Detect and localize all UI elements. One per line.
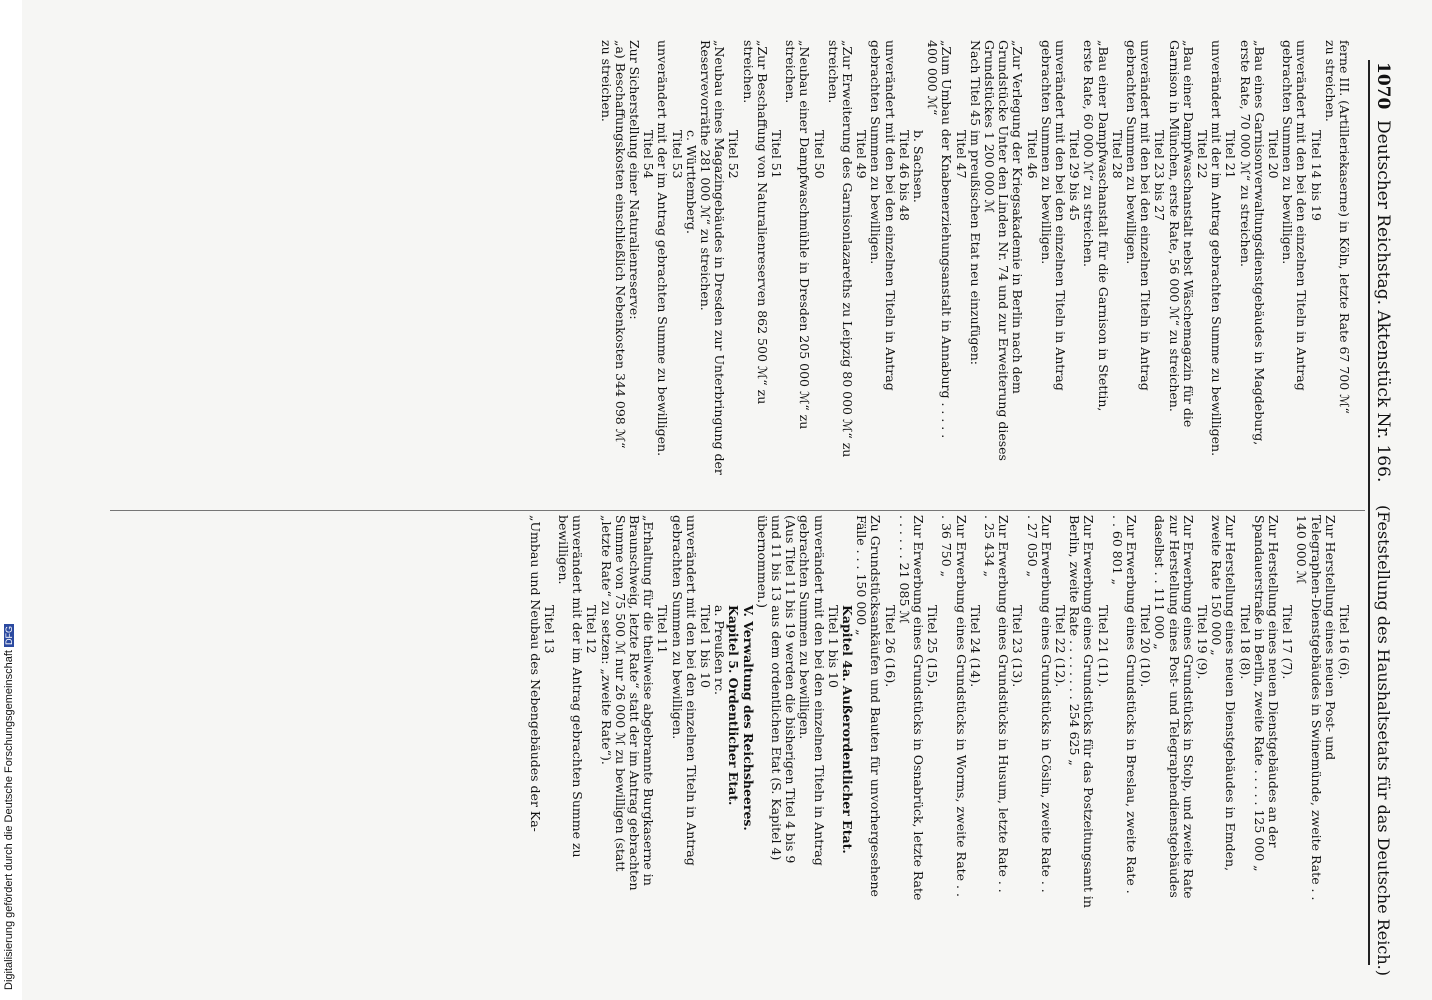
text-line: . 27 050 „ [1024, 515, 1040, 578]
text-line: „Zum Umbau der Knabenerziehungsanstalt in Annaburg . . . . . [939, 40, 955, 439]
text-line: Titel 23 (13). [1010, 605, 1026, 688]
text-line: „Neubau eines Magazingebäudes in Dresden zur Unterbringung der [712, 40, 728, 475]
text-line: Zur Erwerbung eines Grundstücks in Osnabrück, letzte Rate [911, 515, 926, 901]
text-line: unverändert mit der im Antrag gebrachten Summe zu [570, 515, 586, 858]
text-line: Zur Erwerbung eines Grundstücks in Husum, letzte Rate . . [996, 515, 1012, 893]
text-line: Fälle . . . 150 000 „ [854, 515, 870, 636]
text-line: „Umbau und Neubau des Nebengebäudes der Ka- [527, 515, 543, 832]
text-line: . 25 434 „ [982, 515, 997, 578]
text-line: unverändert mit der im Antrag gebrachten Summe zu bewilligen. [655, 40, 671, 457]
text-line: Zur Erwerbung eines Grundstücks für das Postzeitungsamt in [1081, 515, 1097, 908]
text-line: Nach Titel 45 im preußischen Etat neu einzufügen: [967, 40, 983, 365]
text-line: „a) Beschaffungskosten einschließlich Nebenkosten 344 098 ℳ“ [612, 40, 628, 449]
text-line: Titel 11 [655, 605, 671, 654]
text-line: Kapitel 4a. Außerordentlicher Etat. [840, 605, 855, 854]
text-line: b. Sachsen. [911, 130, 926, 203]
text-line: unverändert mit der im Antrag gebrachten Summe zu bewilligen. [1209, 40, 1225, 457]
text-line: „Zur Erweiterung des Garnisonlazareths zu Leipzig 80 000 ℳ“ zu [840, 40, 855, 458]
text-line: Zu Grundstücksankäufen und Bauten für unvorhergesehene [868, 515, 884, 897]
text-line: c. Württemberg. [683, 130, 699, 234]
text-line: V. Verwaltung des Reichsheeres. [740, 605, 756, 831]
text-line: unverändert mit den bei den einzelnen Titeln in Antrag [683, 515, 699, 866]
text-line: gebrachten Summen zu bewilligen. [1038, 40, 1054, 265]
text-line: Kapitel 5. Ordentlicher Etat. [726, 605, 742, 806]
page-number: 1070 [1373, 62, 1393, 110]
text-line: „Zur Beschaffung von Naturalienreserven 862 500 ℳ“ zu [754, 40, 770, 405]
text-line: Summe von 75 500 ℳ nur 26 000 ℳ zu bewilligen (statt [612, 515, 628, 872]
text-line: Titel 53 [669, 130, 685, 179]
running-title: Deutscher Reichstag. Aktenstück Nr. 166. [1373, 120, 1393, 483]
text-line: Grundstücke Unter den Linden Nr. 74 und zur Erweiterung dieses [996, 40, 1012, 461]
text-line: ferne III. (Artilleriekaserne) in Köln, letzte Rate 67 700 ℳ“ [1337, 40, 1352, 414]
text-line: Titel 28 [1109, 130, 1125, 179]
text-line: Titel 22 [1195, 130, 1210, 179]
text-line: unverändert mit den bei den einzelnen Titeln in Antrag [1294, 40, 1310, 391]
text-line: streichen. [740, 40, 756, 104]
text-line: Berlin, zweite Rate . . . . . . . . 254 625 „ [1067, 515, 1083, 766]
text-line: Garnison in München, erste Rate, 56 000 ℳ“ zu streichen. [1166, 40, 1182, 412]
text-line: Titel 19 (9). [1195, 605, 1210, 680]
text-line: unverändert mit den bei den einzelnen Titeln in Antrag [811, 515, 827, 866]
text-line: Titel 14 bis 19 [1308, 130, 1324, 221]
text-line: Titel 23 bis 27 [1152, 130, 1168, 221]
text-line: Reservevorräthe 281 000 ℳ“ zu streichen. [698, 40, 713, 311]
text-line: . . . . . . 21 085 ℳ [896, 515, 912, 624]
text-line: „Erhaltung für die theilweise abgebrannte Burgkaserne in [641, 515, 657, 886]
text-line: Titel 52 [726, 130, 742, 179]
text-line: Titel 50 [811, 130, 827, 179]
text-line: Spandauerstraße in Berlin, zweite Rate . . . . . 125 000 „ [1251, 515, 1267, 872]
text-line: Zur Herstellung eines neuen Post- und [1322, 515, 1338, 761]
dfg-logo: DFG [4, 626, 14, 646]
section-title: (Feststellung des Haushaltsetats für das Deutsche Reich.) [1374, 505, 1393, 976]
text-line: zur Herstellung eines Post- und Telegraphendienstgebäudes [1166, 515, 1182, 898]
text-line: Zur Erwerbung eines Grundstücks in Worms, zweite Rate . . [953, 515, 969, 897]
text-line: Titel 1 bis 10 [698, 605, 713, 688]
digitization-credit: Digitalisierung gefördert durch die Deutsche ForschungsgemeinschaftDFG [3, 626, 15, 990]
text-line: „Bau einer Dampfwaschanstalt nebst Wäschemagazin für die [1180, 40, 1196, 428]
text-line: Zur Herstellung eines neuen Dienstgebäudes in Emden, [1223, 515, 1239, 872]
text-line: gebrachten Summen zu bewilligen. [868, 40, 884, 265]
text-line: zu streichen. [598, 40, 614, 122]
text-line: „Bau eines Garnisonverwaltungsdienstgebäudes in Magdeburg, [1251, 40, 1267, 446]
text-line: Titel 26 (16). [882, 605, 898, 688]
text-line: bewilligen. [556, 515, 571, 585]
text-line: „Zur Verlegung der Kriegsakademie in Berlin nach dem [1010, 40, 1026, 394]
text-line: Titel 12 [584, 605, 600, 654]
text-line: Titel 21 [1223, 130, 1239, 179]
text-line: unverändert mit den bei den einzelnen Titeln in Antrag [1138, 40, 1154, 391]
text-line: Titel 51 [769, 130, 784, 179]
text-line: erste Rate, 70 000 ℳ“ zu streichen. [1237, 40, 1253, 268]
text-line: Telegraphen-Dienstgebäudes in Swinemünde, zweite Rate . . [1308, 515, 1324, 901]
text-line: a. Preußen rc. [712, 605, 728, 695]
text-line: unverändert mit den bei den einzelnen Titeln in Antrag [1053, 40, 1068, 391]
text-line: . 36 750 „ [939, 515, 955, 578]
text-line: Titel 47 [953, 130, 969, 179]
text-line: zu streichen. [1322, 40, 1338, 122]
text-line: Titel 21 (11). [1095, 605, 1111, 688]
text-line: Titel 22 (12). [1053, 605, 1068, 688]
text-line: daselbst . . 111 000 „ [1152, 515, 1168, 650]
text-line: streichen. [783, 40, 799, 104]
text-line: Titel 18 (8). [1237, 605, 1253, 680]
text-line: Titel 13 [541, 605, 557, 654]
column-divider [110, 510, 1365, 511]
text-line: gebrachten Summen zu bewilligen. [669, 515, 685, 740]
text-line: Titel 46 bis 48 [896, 130, 912, 221]
text-line: gebrachten Summen zu bewilligen. [1124, 40, 1139, 265]
text-line: Zur Sicherstellung einer Naturalienreserve: [627, 40, 642, 320]
text-line: 400 000 ℳ“ [925, 40, 941, 116]
text-line: Zur Erwerbung eines Grundstücks in Stolp, und zweite Rate [1180, 515, 1196, 899]
text-line: Titel 46 [1024, 130, 1040, 179]
text-line: Titel 24 (14). [967, 605, 983, 688]
text-line: . . 60 801 „ [1109, 515, 1125, 586]
text-line: Braunschweig, letzte Rate“ statt der im Antrag gebrachten [627, 515, 642, 891]
text-line: „Neubau einer Dampfwaschmühle in Dresden 205 000 ℳ“ zu [797, 40, 813, 430]
text-line: unverändert mit den bei den einzelnen Titeln in Antrag [882, 40, 898, 391]
text-line: Titel 49 [854, 130, 870, 179]
text-line: Titel 1 bis 10 [825, 605, 841, 688]
text-line: Zur Erwerbung eines Grundstücks in Breslau, zweite Rate . [1124, 515, 1139, 894]
text-line: Zur Erwerbung eines Grundstücks in Cöslin, zweite Rate . . [1038, 515, 1054, 893]
text-line: „letzte Rate“ zu setzen: „zweite Rate“). [598, 515, 614, 765]
text-line: Titel 20 [1266, 130, 1281, 179]
text-line: „Bau einer Dampfwaschanstalt für die Garnison in Stettin, [1095, 40, 1111, 412]
text-line: gebrachten Summen zu bewilligen. [797, 515, 813, 740]
text-line: Titel 29 bis 45 [1067, 130, 1083, 221]
text-line: gebrachten Summen zu bewilligen. [1280, 40, 1296, 265]
text-line: streichen. [825, 40, 841, 104]
text-line: erste Rate, 60 000 ℳ“ zu streichen. [1081, 40, 1097, 268]
text-line: Titel 16 (6). [1337, 605, 1352, 680]
text-line: zweite Rate 150 000 „ [1209, 515, 1225, 656]
digitization-credit-strip [0, 0, 22, 1000]
text-line: Titel 17 (7). [1280, 605, 1296, 680]
text-line: übernommen.) [754, 515, 770, 609]
text-line: (Aus Titel 11 bis 19 werden die bisherigen Titel 4 bis 9 [783, 515, 799, 864]
text-line: Zur Herstellung eines neuen Dienstgebäudes an der [1266, 515, 1281, 848]
text-line: Grundstückes 1 200 000 ℳ [982, 40, 997, 213]
text-line: und 11 bis 13 aus dem ordentlichen Etat (S. Kapitel 4) [769, 515, 784, 861]
text-line: 140 000 ℳ [1294, 515, 1310, 585]
header-rule [1368, 60, 1370, 965]
text-line: Titel 54 [641, 130, 657, 179]
text-line: Titel 20 (10). [1138, 605, 1154, 688]
text-line: Titel 25 (15). [925, 605, 941, 688]
